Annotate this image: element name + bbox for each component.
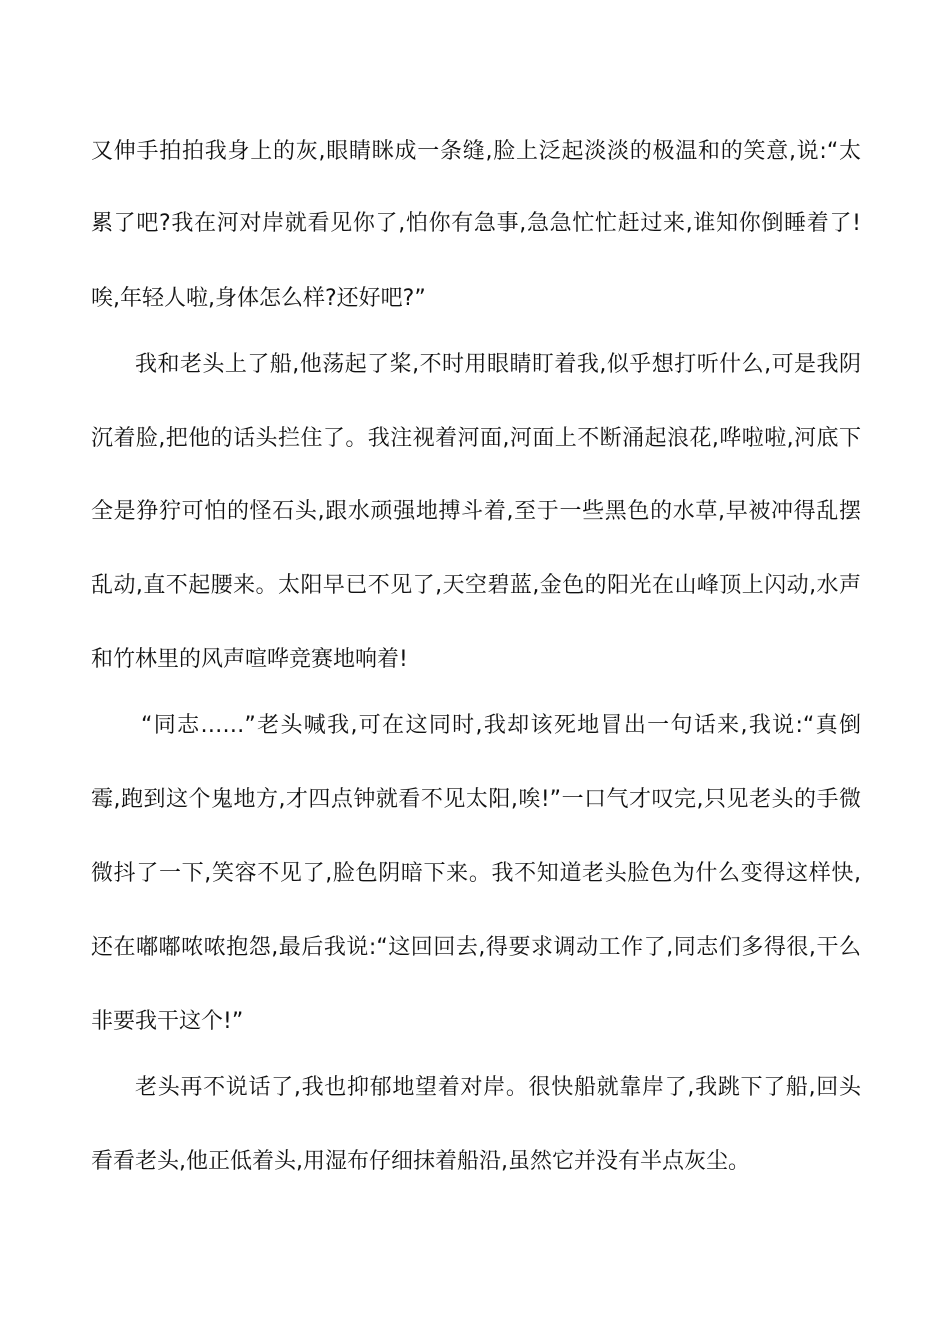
text-line: 看看老头,他正低着头,用湿布仔细抹着船沿,虽然它并没有半点灰尘。	[91, 1149, 750, 1174]
text-line: 还在嘟嘟哝哝抱怨,最后我说:“这回回去,得要求调动工作了,同志们多得很,干么	[91, 935, 861, 960]
text-line: 又伸手拍拍我身上的灰,眼睛眯成一条缝,脸上泛起淡淡的极温和的笑意,说:“太	[91, 139, 861, 164]
text-line: 霉,跑到这个鬼地方,才四点钟就看不见太阳,唉!”一口气才叹完,只见老头的手微	[91, 787, 861, 812]
paragraph-start-line: 老头再不说话了,我也抑郁地望着对岸。很快船就靠岸了,我跳下了船,回头	[135, 1075, 861, 1100]
text-line: 唉,年轻人啦,身体怎么样?还好吧?”	[91, 286, 426, 311]
text-line: 全是狰狞可怕的怪石头,跟水顽强地搏斗着,至于一些黑色的水草,早被冲得乱摆	[91, 499, 861, 524]
text-line: 微抖了一下,笑容不见了,脸色阴暗下来。我不知道老头脸色为什么变得这样快,	[91, 861, 861, 886]
paragraph-start-line: 我和老头上了船,他荡起了桨,不时用眼睛盯着我,似乎想打听什么,可是我阴	[135, 352, 861, 377]
text-line: 乱动,直不起腰来。太阳早已不见了,天空碧蓝,金色的阳光在山峰顶上闪动,水声	[91, 573, 861, 598]
text-line: 非要我干这个!”	[91, 1009, 244, 1034]
paragraph-start-line: “同志……”老头喊我,可在这同时,我却该死地冒出一句话来,我说:“真倒	[141, 713, 861, 738]
text-line: 累了吧?我在河对岸就看见你了,怕你有急事,急急忙忙赶过来,谁知你倒睡着了!	[91, 211, 861, 236]
text-line: 和竹林里的风声喧哗竞赛地响着!	[91, 647, 408, 672]
text-line: 沉着脸,把他的话头拦住了。我注视着河面,河面上不断涌起浪花,哗啦啦,河底下	[91, 426, 861, 451]
